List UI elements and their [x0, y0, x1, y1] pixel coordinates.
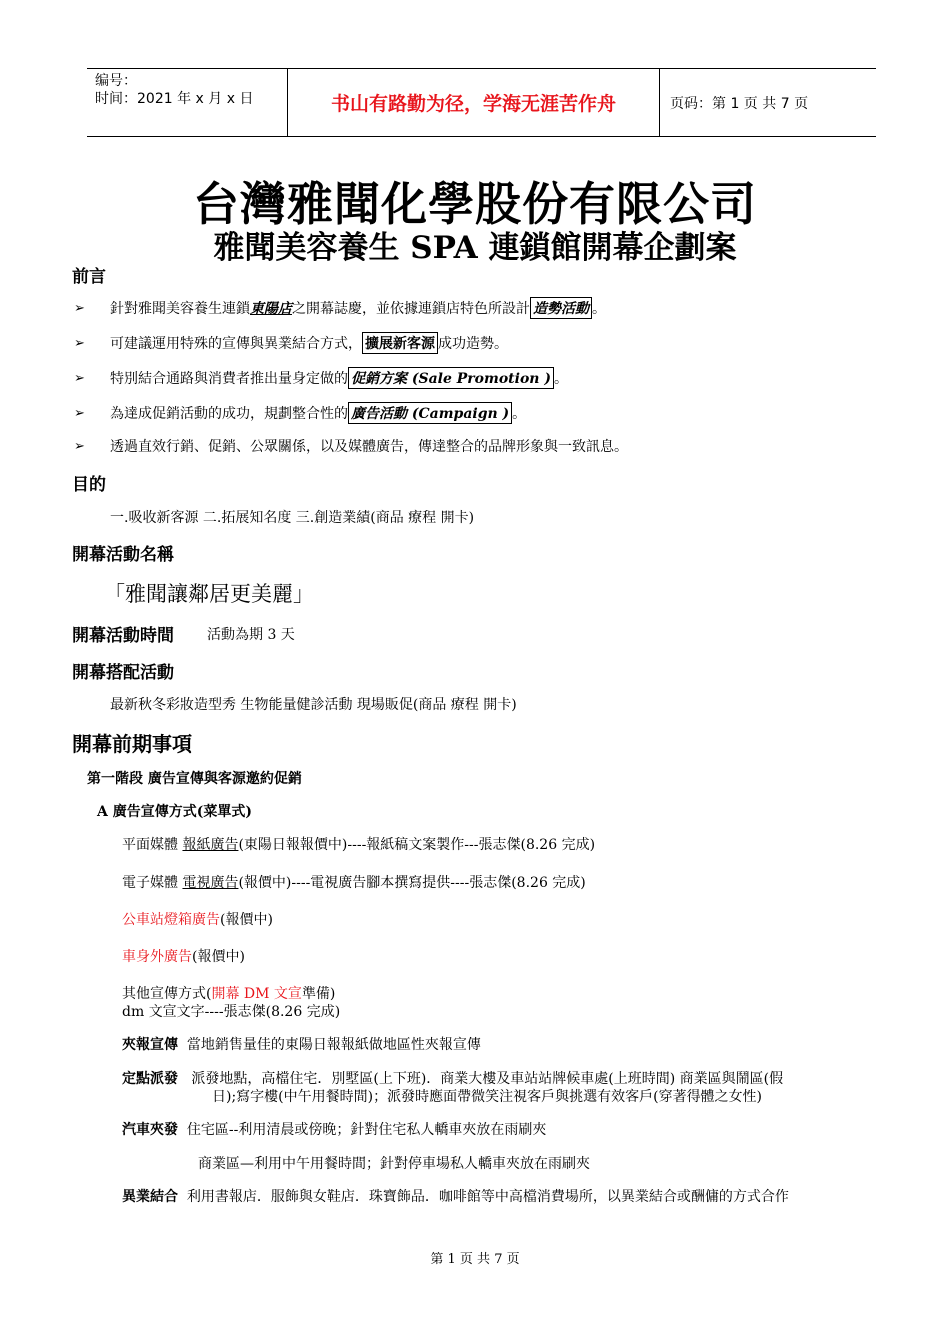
- purpose-text: 一.吸收新客源 二.拓展知名度 三.創造業績(商品 療程 開卡): [110, 510, 475, 526]
- pre-event-heading: 開幕前期事項: [72, 732, 192, 756]
- fixed-point-line-1: 定點派發 派發地點，高檔住宅．別墅區(上下班)．商業大樓及車站站牌候車處(上班時間) 商業區與鬧區(假: [122, 1071, 784, 1087]
- purpose-heading: 目的: [72, 475, 106, 495]
- preface-bullet-2: ➢ 可建議運用特殊的宣傳與異業結合方式， 擴展新客源 成功造勢。: [74, 332, 508, 354]
- car-line-1: 汽車夾發 住宅區--利用清晨或傍晚；針對住宅私人轎車夾放在雨刷夾: [122, 1122, 547, 1138]
- document-subtitle: 雅聞美容養生 SPA 連鎖館開幕企劃案: [213, 230, 737, 266]
- boxed-term: 擴展新客源: [362, 332, 438, 354]
- cross-industry-line: 異業結合 利用書報店．服飾與女鞋店．珠寶飾品．咖啡館等中高檔消費場所，以異業結合或酬傭的方式合作: [122, 1189, 789, 1205]
- dm-text-line: dm 文宣文字----張志傑(8.26 完成): [122, 1004, 341, 1020]
- stage-heading: 第一階段 廣告宣傳與客源邀約促銷: [87, 771, 302, 787]
- boxed-term: 造勢活動: [530, 297, 592, 319]
- header-table: [87, 68, 876, 137]
- insert-line: 夾報宣傳 當地銷售量佳的東陽日報報紙做地區性夾報宣傳: [122, 1037, 481, 1053]
- arrow-icon: ➢: [74, 370, 85, 386]
- arrow-icon: ➢: [74, 438, 85, 454]
- page-footer: 第 1 页 共 7 页: [430, 1252, 520, 1267]
- motto: 书山有路勤为径，学海无涯苦作舟: [287, 69, 660, 136]
- event-name-text: 「雅聞讓鄰居更美麗」: [104, 582, 314, 606]
- print-media-line: 平面媒體 報紙廣告(東陽日報報價中)----報紙稿文案製作---張志傑(8.26 完成): [122, 837, 596, 853]
- event-name-heading: 開幕活動名稱: [72, 545, 174, 565]
- boxed-term: 廣告活動 (Campaign ): [348, 402, 512, 424]
- header-meta: [87, 69, 287, 136]
- arrow-icon: ➢: [74, 405, 85, 421]
- other-promo-line: 其他宣傳方式(開幕 DM 文宣準備): [122, 986, 336, 1002]
- number-label: 编号：: [95, 73, 137, 89]
- ad-method-heading: A 廣告宣傳方式(菜單式): [97, 804, 252, 820]
- tv-media-line: 電子媒體 電視廣告(報價中)----電視廣告腳本撰寫提供----張志傑(8.26 完成): [122, 875, 586, 891]
- preface-bullet-3: ➢ 特別結合通路與消費者推出量身定做的 促銷方案 (Sale Promotion ) 。: [74, 367, 568, 389]
- arrow-icon: ➢: [74, 300, 85, 316]
- event-combo-heading: 開幕搭配活動: [72, 663, 174, 683]
- preface-heading: 前言: [72, 267, 106, 287]
- fixed-point-line-2: 日);寫字樓(中午用餐時間)；派發時應面帶微笑注視客戶與挑選有效客戶(穿著得體之女性): [212, 1089, 763, 1105]
- bus-body-line: 車身外廣告(報價中): [122, 949, 245, 965]
- arrow-icon: ➢: [74, 335, 85, 351]
- event-time-text: 活動為期 3 天: [207, 627, 295, 643]
- bus-stop-line: 公車站燈箱廣告(報價中): [122, 912, 273, 928]
- time-label: 时间：2021 年 x 月 x 日: [95, 91, 254, 107]
- preface-bullet-4: ➢ 為達成促銷活動的成功，規劃整合性的 廣告活動 (Campaign ) 。: [74, 402, 526, 424]
- preface-bullet-1: ➢ 針對雅聞美容養生連鎖 東陽店 之開幕誌慶，並依據連鎖店特色所設計 造勢活動 。: [74, 297, 606, 319]
- boxed-term: 促銷方案 (Sale Promotion ): [348, 367, 554, 389]
- emphasis-text: 東陽店: [250, 301, 292, 317]
- event-combo-text: 最新秋冬彩妝造型秀 生物能量健診活動 現場販促(商品 療程 開卡): [110, 697, 517, 713]
- document-title: 台灣雅聞化學股份有限公司: [193, 177, 757, 231]
- page-label: 页码：第 1 页 共 7 页: [670, 95, 809, 112]
- car-line-2: 商業區—利用中午用餐時間；針對停車場私人轎車夾放在雨刷夾: [198, 1156, 590, 1172]
- event-time-heading: 開幕活動時間: [72, 626, 174, 646]
- preface-bullet-5: ➢ 透過直效行銷、促銷、公眾關係，以及媒體廣告，傳達整合的品牌形象與一致訊息。: [74, 438, 628, 455]
